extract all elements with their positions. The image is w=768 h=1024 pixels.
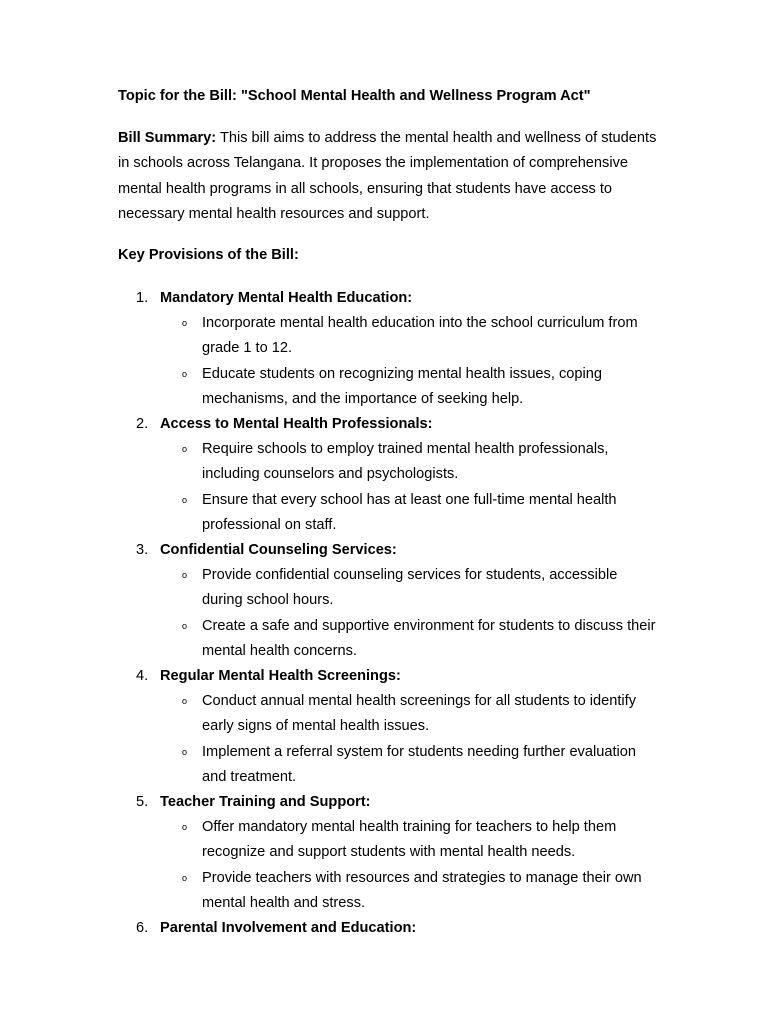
provision-bullets [118, 311, 678, 412]
provision-bullet [118, 563, 658, 613]
provision-bullet [118, 488, 658, 538]
provision-bullet-text: Provide confidential counseling services for students, accessible during school hours. [202, 567, 618, 609]
provision-number: 4. [136, 668, 149, 685]
provision-bullet-text: Provide teachers with resources and strategies to manage their own mental health and stress. [202, 869, 642, 911]
hollow-bullet-icon: o [182, 444, 188, 455]
provision-title: Mandatory Mental Health Education: [160, 290, 413, 306]
provision-bullets [118, 689, 678, 790]
bill-summary [118, 126, 658, 227]
provision-bullets [118, 437, 678, 538]
provision-heading [118, 790, 678, 815]
provision-bullet [118, 740, 658, 790]
provision-item [118, 538, 678, 664]
provision-title: Regular Mental Health Screenings: [160, 668, 401, 685]
provision-number: 2. [136, 416, 149, 433]
provision-bullet [118, 866, 658, 916]
hollow-bullet-icon: o [182, 368, 188, 379]
provision-bullet-text: Ensure that every school has at least one full-time mental health professional on staff. [202, 491, 617, 533]
provision-bullets [118, 815, 678, 916]
provision-item [118, 790, 678, 916]
provision-bullet [118, 362, 658, 412]
provision-title: Access to Mental Health Professionals: [160, 416, 433, 433]
provision-bullet-text: Conduct annual mental health screenings for all students to identify early signs of mental health issues. [202, 693, 637, 735]
key-provisions-heading: Key Provisions of the Bill: [118, 247, 299, 263]
provision-title: Parental Involvement and Education: [160, 920, 417, 937]
provision-bullet-text: Implement a referral system for students needing further evaluation and treatment. [202, 743, 636, 785]
provision-bullet-text: Incorporate mental health education into the school curriculum from grade 1 to 12. [202, 315, 638, 357]
provision-heading [118, 412, 678, 437]
provision-item [118, 412, 678, 538]
provision-bullet [118, 689, 658, 739]
provision-bullets [118, 563, 678, 664]
provision-bullet [118, 311, 658, 361]
provision-heading [118, 538, 678, 563]
provision-bullet-text: Require schools to employ trained mental health professionals, including counselors and psychologists. [202, 441, 609, 483]
provision-bullet [118, 815, 658, 865]
provisions-list [118, 286, 678, 941]
hollow-bullet-icon: o [182, 746, 188, 757]
provision-bullet-text: Create a safe and supportive environment for students to discuss their mental health concerns. [202, 617, 656, 659]
hollow-bullet-icon: o [182, 822, 188, 833]
provision-item [118, 916, 678, 941]
bill-topic: Topic for the Bill: "School Mental Health and Wellness Program Act" [118, 88, 591, 104]
provision-bullet [118, 437, 658, 487]
provision-bullet-text: Educate students on recognizing mental health issues, coping mechanisms, and the importance of seeking help. [202, 365, 602, 407]
hollow-bullet-icon: o [182, 570, 188, 581]
provision-bullet [118, 614, 658, 664]
hollow-bullet-icon: o [182, 318, 188, 329]
provision-item [118, 286, 678, 412]
provision-title: Teacher Training and Support: [160, 794, 371, 811]
provision-heading [118, 916, 678, 941]
provision-number: 3. [136, 542, 149, 559]
provision-number: 6. [136, 920, 149, 937]
hollow-bullet-icon: o [182, 696, 188, 707]
provision-item [118, 664, 678, 790]
hollow-bullet-icon: o [182, 872, 188, 883]
bill-summary-label: Bill Summary: [118, 130, 217, 146]
hollow-bullet-icon: o [182, 494, 188, 505]
provision-number: 1. [136, 290, 149, 306]
provision-number: 5. [136, 794, 149, 811]
provision-heading [118, 664, 678, 689]
provision-bullet-text: Offer mandatory mental health training for teachers to help them recognize and support students with mental health needs. [202, 819, 617, 861]
provision-heading [118, 286, 678, 311]
provision-title: Confidential Counseling Services: [160, 542, 397, 559]
bill-summary-text: This bill aims to address the mental health and wellness of students in schools across Telangana. It proposes the implementation of comprehensive mental health programs in all schools, ensuring that students have access to necessary mental health resources and support. [118, 130, 657, 222]
hollow-bullet-icon: o [182, 620, 188, 631]
